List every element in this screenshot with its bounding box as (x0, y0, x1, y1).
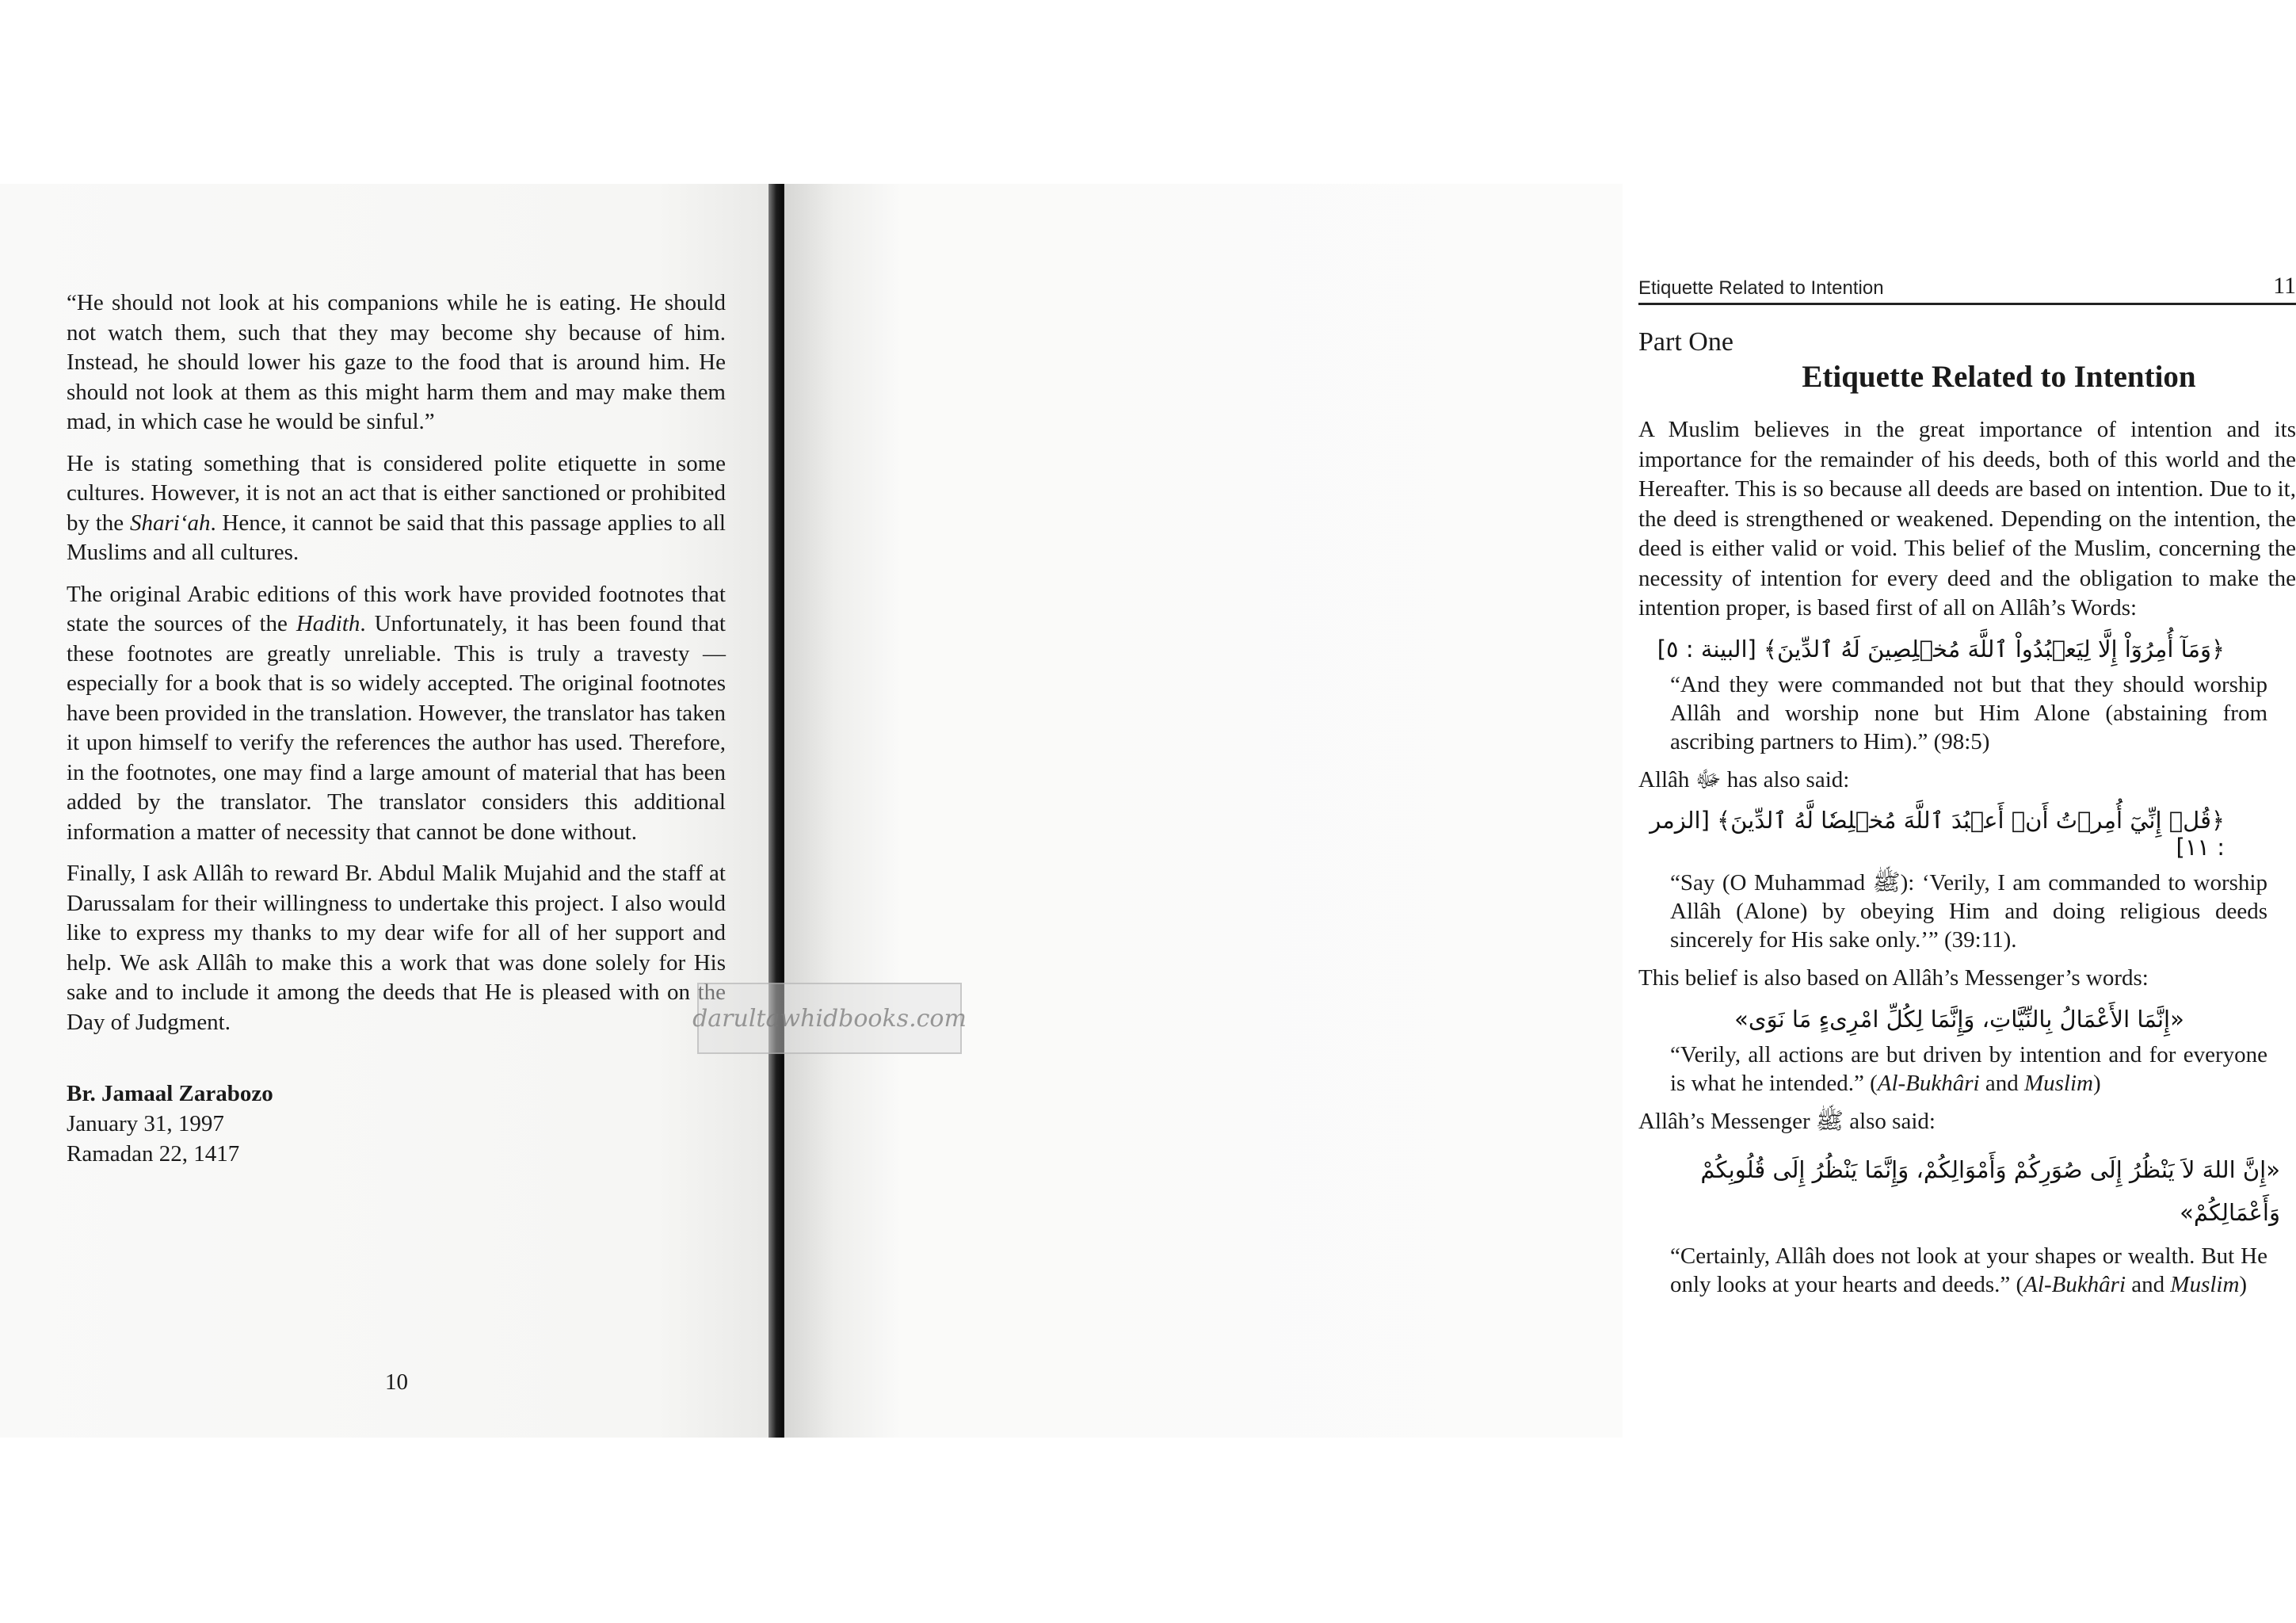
paragraph-text: He is stating something that is considered polite etiquette in some cultures. However, it is not an act that is either sanctioned or prohibited by the (67, 450, 726, 536)
paragraph-text: The original Arabic editions of this work have provided footnotes that state the sources of the (67, 581, 726, 636)
arabic-verse-98-5: ﴿وَمَآ أُمِرُوٓاْ إِلَّا لِيَعۡبُدُواْ ٱللَّهَ مُخۡلِصِينَ لَهُ ٱلدِّينَ﴾ [البينة : ٥] (1657, 635, 2225, 663)
watermark-logo: darultawhidbooks.com (697, 983, 962, 1054)
page-number-right: 11 (2273, 273, 2296, 299)
arabic-hadith-hearts: «إِنَّ اللهَ لاَ يَنْظُرُ إِلَى صُوَرِكُمْ وَأَمْوَالِكُمْ، وَإِنَّمَا يَنْظُرُ إِلَى قُلُوبِكُمْ وَأَعْمَالِكُمْ» (1700, 1156, 2280, 1226)
signature-date-gregorian: January 31, 1997 (67, 1111, 224, 1136)
left-page (0, 184, 772, 1438)
right-page (784, 184, 2296, 1438)
signature-date-hijri: Ramadan 22, 1417 (67, 1141, 240, 1167)
part-label: Part One (1638, 327, 1733, 357)
translation-hadith-intention (1670, 1041, 2267, 1098)
paragraph-intro: A Muslim believes in the great importance of intention and its importance for the remainder of his deeds, both of this world and the Hereafter. This is so because all deeds are based on intention. Due to it, the deed is strengthened or weakened. Depending on the intention, the deed is either valid or void. This belief of the Muslim, concerning the necessity of intention for every deed and the obligation to make the intention proper, is based first of all on Allâh’s Words: (1638, 417, 2296, 621)
chapter-title: Etiquette Related to Intention (1802, 360, 2196, 394)
quote-text: “Certainly, Allâh does not look at your shapes or wealth. But He only looks at your hearts and deeds.” ( (1670, 1243, 2267, 1297)
quote-text: ) (2239, 1272, 2248, 1297)
right-page-text (1638, 273, 2296, 1308)
translation-hadith-hearts (1670, 1242, 2267, 1299)
paragraph-acknowledgements: Finally, I ask Allâh to reward Br. Abdul Malik Mujahid and the staff at Darussalam for their willingness to undertake this project. I also would like to express my thanks to my dear wife for all of her support and help. We ask Allâh to make this a work that was done solely for His sake and to include it among the deeds that He is pleased with on the Day of Judgment. (67, 861, 726, 1035)
paragraph-polite-etiquette (67, 449, 726, 568)
paragraph-messenger-also-said: Allâh’s Messenger ﷺ also said: (1638, 1108, 1936, 1134)
source-name: Al-Bukhâri (1877, 1070, 1980, 1096)
quote-text: and (1979, 1070, 2024, 1096)
translation-98-5: “And they were commanded not but that they should worship Allâh and worship none but Him Alone (abstaining from ascribing partners to Him).” (98:5) (1670, 671, 2267, 754)
paragraph-footnotes (67, 580, 726, 848)
source-name: Muslim (2170, 1272, 2240, 1297)
paragraph-also-said: Allâh ﷻ has also said: (1638, 766, 1850, 792)
running-header (1638, 273, 2296, 305)
translation-39-11: “Say (O Muhammad ﷺ): ‘Verily, I am commanded to worship Allâh (Alone) by obeying Him and doing religious deeds sincerely for His sake only.’” (39:11). (1670, 870, 2267, 953)
author-name: Br. Jamaal Zarabozo (67, 1081, 273, 1106)
paragraph-text: . Unfortunately, it has been found that these footnotes are greatly unreliable. This is truly a travesty — especially for a book that is so widely accepted. The original footnotes have been provided in the translation. However, the translator has taken it upon himself to verify the references the author has used. Therefore, in the footnotes, one may find a large amount of material that has been added by the translator. The translator considers this additional information a matter of necessity that cannot be done without. (67, 611, 726, 845)
quote-text: and (2126, 1272, 2171, 1297)
left-page-text (67, 288, 726, 1169)
running-title: Etiquette Related to Intention (1638, 277, 1884, 299)
paragraph-quote-companions: “He should not look at his companions while he is eating. He should not watch them, such that they may become shy because of him. Instead, he should lower his gaze to the food that is around him. He should not look at them as this might harm them and may make them mad, in which case he would be sinful.” (67, 290, 726, 434)
paragraph-messenger-words: This belief is also based on Allâh’s Messenger’s words: (1638, 965, 2149, 991)
arabic-hadith-intention: «إِنَّمَا الأَعْمَالُ بِالنِّيَّاتِ، وَإِنَّمَا لِكُلِّ امْرِىءٍ مَا نَوَى» (1734, 1005, 2184, 1033)
italic-term: Hadith (296, 611, 360, 636)
paragraph-text: . Hence, it cannot be said that this passage applies to all Muslims and all cultures. (67, 510, 726, 565)
source-name: Al-Bukhâri (2023, 1272, 2126, 1297)
open-book-scan (0, 184, 2296, 1438)
italic-term: Shari‘ah (129, 510, 211, 536)
source-name: Muslim (2023, 1070, 2093, 1096)
quote-text: ) (2092, 1070, 2101, 1096)
page-number-left: 10 (385, 1369, 408, 1395)
signature-block (67, 1079, 726, 1169)
quote-text: “Verily, all actions are but driven by intention and for everyone is what he intended.” ( (1670, 1041, 2267, 1096)
arabic-verse-39-11: ﴿قُلۡ إِنِّيٓ أُمِرۡتُ أَنۡ أَعۡبُدَ ٱللَّهَ مُخۡلِصٗا لَّهُ ٱلدِّينَ﴾ [الزمر : ١١] (1650, 807, 2225, 861)
